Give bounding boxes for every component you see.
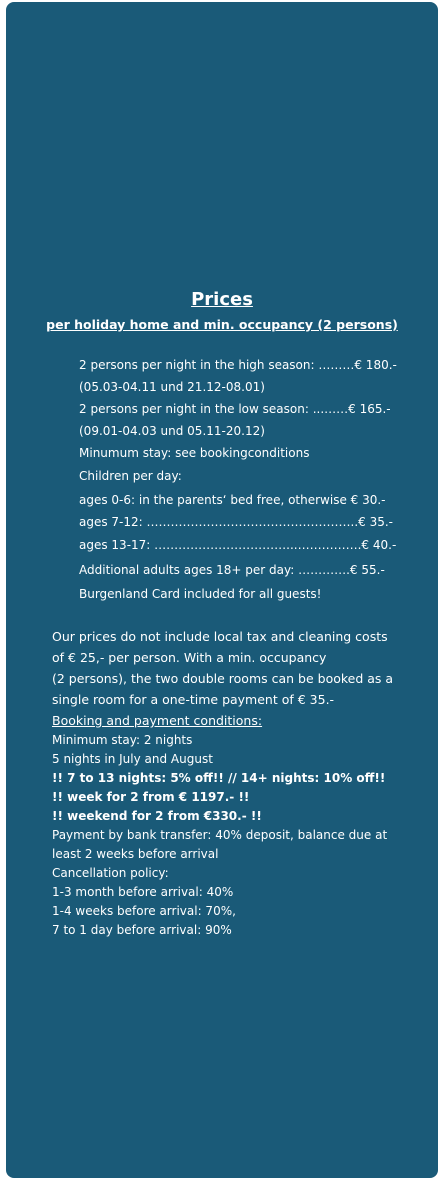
- condition-discount-line: !! 7 to 13 nights: 5% off!! // 14+ nights: 10% off!!: [52, 771, 386, 785]
- price-line-low-season: 2 persons per night in the low season: ...……€ 165.-: [79, 402, 391, 416]
- conditions-list: [52, 731, 432, 940]
- notes-line: Our prices do not include local tax and cleaning costs: [52, 629, 388, 644]
- price-line-high-season: 2 persons per night in the high season: ………€ 180.-: [79, 358, 397, 372]
- notes-line: single room for a one-time payment of € 35.-: [52, 692, 335, 707]
- price-line-additional-adults: Additional adults ages 18+ per day: ………….€ 55.-: [79, 563, 385, 577]
- price-line-low-season-dates: (09.01-04.03 und 05.11-20.12): [79, 424, 265, 438]
- condition-week-offer: !! week for 2 from € 1197.- !!: [52, 790, 250, 804]
- condition-line: Cancellation policy:: [52, 866, 169, 880]
- price-list: [79, 354, 429, 605]
- condition-line: least 2 weeks before arrival: [52, 847, 219, 861]
- condition-line: 7 to 1 day before arrival: 90%: [52, 923, 232, 937]
- price-line-children-7-12: ages 7-12: ……………………………………………..€ 35.-: [79, 515, 394, 529]
- booking-conditions-heading-wrap: [52, 710, 432, 731]
- condition-line: Minimum stay: 2 nights: [52, 733, 193, 747]
- condition-line: Payment by bank transfer: 40% deposit, balance due at: [52, 828, 388, 842]
- prices-title: Prices: [191, 289, 253, 310]
- price-line-children-heading: Children per day:: [79, 469, 182, 483]
- notes-line: of € 25,- per person. With a min. occupancy: [52, 650, 327, 665]
- notes-block: [52, 626, 432, 710]
- prices-subtitle: per holiday home and min. occupancy (2 persons): [46, 317, 398, 332]
- price-line-children-0-6: ages 0-6: in the parents‘ bed free, otherwise € 30.-: [79, 493, 386, 507]
- condition-line: 1-3 month before arrival: 40%: [52, 885, 234, 899]
- price-line-minimum-stay: Minumum stay: see bookingconditions: [79, 446, 310, 460]
- booking-conditions-heading: Booking and payment conditions:: [52, 713, 263, 728]
- notes-line: (2 persons), the two double rooms can be booked as a: [52, 671, 394, 686]
- condition-line: 1-4 weeks before arrival: 70%,: [52, 904, 236, 918]
- condition-weekend-offer: !! weekend for 2 from €330.- !!: [52, 809, 262, 823]
- condition-line: 5 nights in July and August: [52, 752, 213, 766]
- price-line-children-13-17: ages 13-17: ……………………………...…………….€ 40.-: [79, 538, 397, 552]
- price-line-burgenland-card: Burgenland Card included for all guests!: [79, 587, 322, 601]
- price-line-high-season-dates: (05.03-04.11 und 21.12-08.01): [79, 380, 265, 394]
